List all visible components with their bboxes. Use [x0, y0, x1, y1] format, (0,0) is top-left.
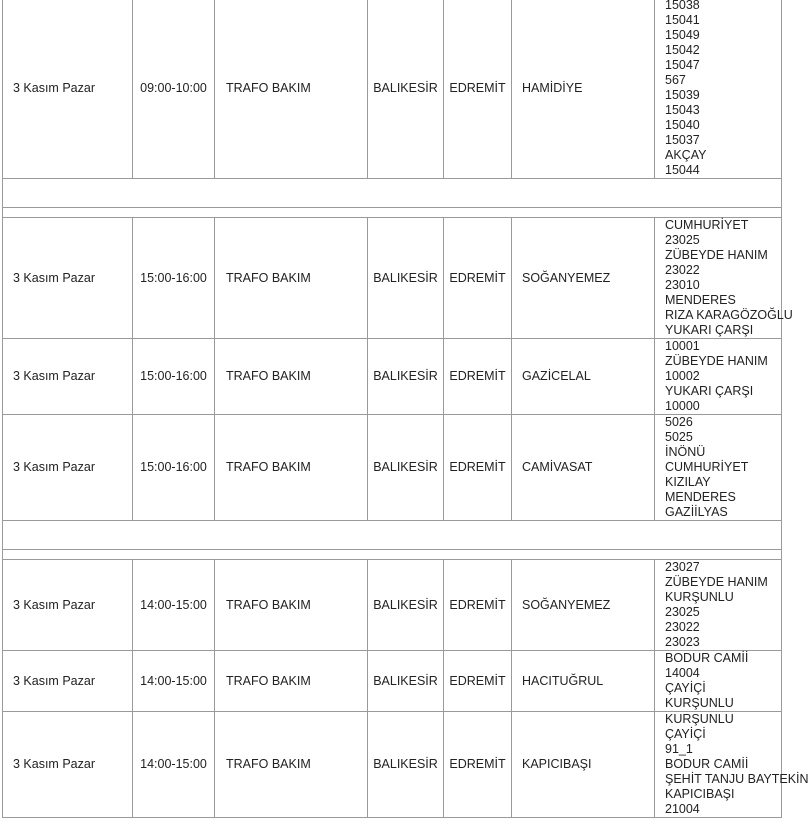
date-cell: 3 Kasım Pazar	[3, 218, 133, 339]
street-item: ÇAYİÇİ	[665, 727, 706, 741]
work-type-cell: TRAFO BAKIM	[215, 560, 368, 651]
neighborhood-cell: HAMİDİYE	[512, 0, 655, 179]
province-cell: BALIKESİR	[368, 0, 444, 179]
street-item: 15049	[665, 28, 700, 42]
street-item: 15038	[665, 0, 700, 12]
street-item: ÇAYİÇİ	[665, 681, 706, 695]
streets-cell	[655, 560, 782, 651]
street-item: 23027	[665, 560, 700, 574]
district-cell: EDREMİT	[444, 560, 512, 651]
street-item: CUMHURİYET	[665, 218, 749, 232]
neighborhood-cell: HACITUĞRUL	[512, 651, 655, 712]
district-cell: EDREMİT	[444, 651, 512, 712]
province-cell: BALIKESİR	[368, 560, 444, 651]
street-item: 23022	[665, 620, 700, 634]
streets-cell	[655, 415, 782, 521]
separator-line	[3, 207, 781, 208]
streets-cell	[655, 712, 809, 818]
street-item: MENDERES	[665, 490, 736, 504]
separator-cell	[3, 179, 782, 218]
street-item: 14004	[665, 666, 700, 680]
separator-cell	[3, 521, 782, 560]
separator-line	[3, 549, 781, 550]
neighborhood-cell: GAZİCELAL	[512, 339, 655, 415]
time-cell: 15:00-16:00	[133, 415, 215, 521]
table-row	[3, 415, 782, 521]
street-item: 10000	[665, 399, 700, 413]
street-item: 23010	[665, 278, 700, 292]
date-cell: 3 Kasım Pazar	[3, 560, 133, 651]
date-cell: 3 Kasım Pazar	[3, 415, 133, 521]
street-item: 15041	[665, 13, 700, 27]
streets-cell	[655, 0, 782, 179]
time-cell: 15:00-16:00	[133, 339, 215, 415]
province-cell: BALIKESİR	[368, 339, 444, 415]
separator-row	[3, 521, 782, 560]
work-type-cell: TRAFO BAKIM	[215, 712, 368, 818]
street-item: 15043	[665, 103, 700, 117]
street-item: CUMHURİYET	[665, 460, 749, 474]
street-item: 15039	[665, 88, 700, 102]
street-item: 15037	[665, 133, 700, 147]
street-item: 23023	[665, 635, 700, 649]
street-item: 23025	[665, 605, 700, 619]
street-item: 91_1	[665, 742, 693, 756]
district-cell: EDREMİT	[444, 339, 512, 415]
street-item: YUKARI ÇARŞI	[665, 384, 754, 398]
table-row	[3, 0, 782, 179]
neighborhood-cell: KAPICIBAŞI	[512, 712, 655, 818]
street-item: GAZİİLYAS	[665, 505, 728, 519]
work-type-cell: TRAFO BAKIM	[215, 339, 368, 415]
table-row	[3, 712, 782, 818]
time-cell: 14:00-15:00	[133, 560, 215, 651]
table-row	[3, 339, 782, 415]
street-item: 15042	[665, 43, 700, 57]
streets-cell	[655, 651, 782, 712]
street-item: 15047	[665, 58, 700, 72]
separator-row	[3, 179, 782, 218]
neighborhood-cell: CAMİVASAT	[512, 415, 655, 521]
time-cell: 14:00-15:00	[133, 712, 215, 818]
street-item: KURŞUNLU	[665, 590, 734, 604]
street-item: 23022	[665, 263, 700, 277]
neighborhood-cell: SOĞANYEMEZ	[512, 218, 655, 339]
street-item: YUKARI ÇARŞI	[665, 323, 754, 337]
street-item: ZÜBEYDE HANIM	[665, 354, 768, 368]
time-cell: 14:00-15:00	[133, 651, 215, 712]
table-row	[3, 218, 782, 339]
street-item: 5026	[665, 415, 693, 429]
district-cell: EDREMİT	[444, 218, 512, 339]
street-item: AKÇAY	[665, 148, 707, 162]
province-cell: BALIKESİR	[368, 415, 444, 521]
work-type-cell: TRAFO BAKIM	[215, 0, 368, 179]
street-item: 15040	[665, 118, 700, 132]
streets-cell	[655, 218, 793, 339]
table-body	[3, 0, 809, 818]
table-row	[3, 560, 782, 651]
date-cell: 3 Kasım Pazar	[3, 651, 133, 712]
street-item: ŞEHİT TANJU BAYTEKİN	[665, 772, 809, 786]
date-cell: 3 Kasım Pazar	[3, 339, 133, 415]
province-cell: BALIKESİR	[368, 218, 444, 339]
province-cell: BALIKESİR	[368, 712, 444, 818]
streets-cell	[655, 339, 782, 415]
table-row	[3, 651, 782, 712]
street-item: BODUR CAMİİ	[665, 651, 749, 665]
street-item: 23025	[665, 233, 700, 247]
district-cell: EDREMİT	[444, 415, 512, 521]
time-cell: 09:00-10:00	[133, 0, 215, 179]
work-type-cell: TRAFO BAKIM	[215, 218, 368, 339]
neighborhood-cell: SOĞANYEMEZ	[512, 560, 655, 651]
street-item: 567	[665, 73, 686, 87]
province-cell: BALIKESİR	[368, 651, 444, 712]
street-item: 10001	[665, 339, 700, 353]
district-cell: EDREMİT	[444, 712, 512, 818]
date-cell: 3 Kasım Pazar	[3, 0, 133, 179]
street-item: ZÜBEYDE HANIM	[665, 575, 768, 589]
street-item: KAPICIBAŞI	[665, 787, 735, 801]
street-item: BODUR CAMİİ	[665, 757, 749, 771]
work-type-cell: TRAFO BAKIM	[215, 651, 368, 712]
work-type-cell: TRAFO BAKIM	[215, 415, 368, 521]
street-item: İNÖNÜ	[665, 445, 706, 459]
outage-schedule-table	[2, 0, 809, 818]
street-item: KURŞUNLU	[665, 696, 734, 710]
district-cell: EDREMİT	[444, 0, 512, 179]
street-item: 15044	[665, 163, 700, 177]
time-cell: 15:00-16:00	[133, 218, 215, 339]
street-item: 5025	[665, 430, 693, 444]
street-item: RIZA KARAGÖZOĞLU	[665, 308, 793, 322]
street-item: KURŞUNLU	[665, 712, 734, 726]
street-item: 21004	[665, 802, 700, 816]
street-item: MENDERES	[665, 293, 736, 307]
date-cell: 3 Kasım Pazar	[3, 712, 133, 818]
street-item: 10002	[665, 369, 700, 383]
street-item: KIZILAY	[665, 475, 711, 489]
street-item: ZÜBEYDE HANIM	[665, 248, 768, 262]
